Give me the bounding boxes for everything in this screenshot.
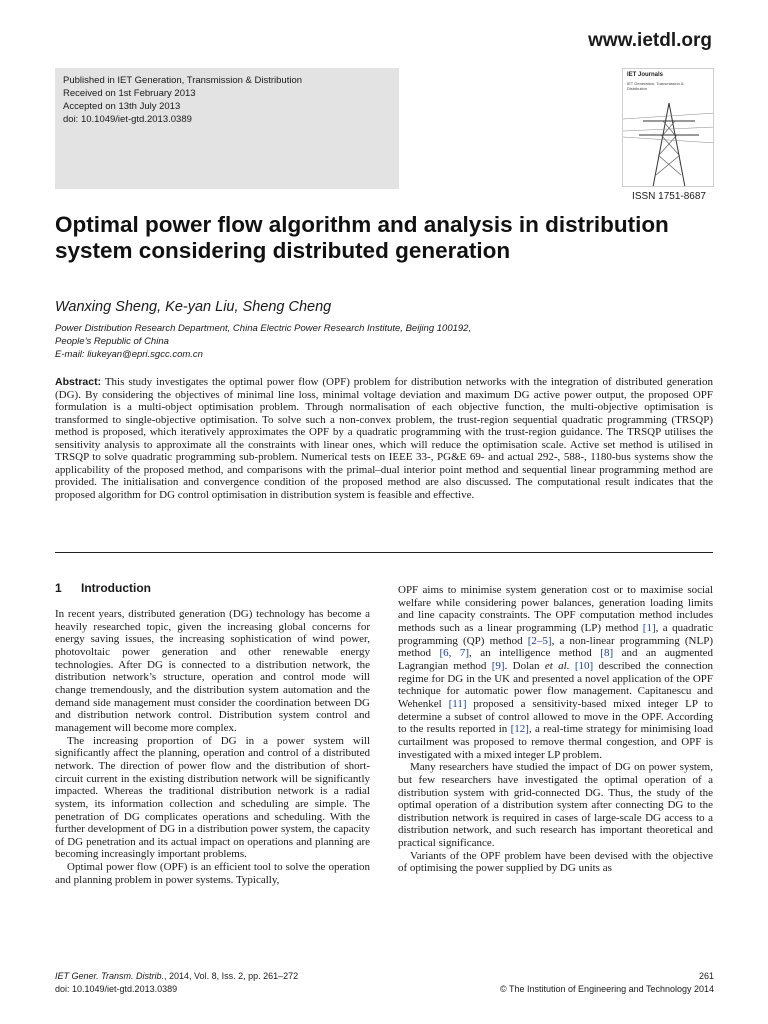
affiliation-line: Power Distribution Research Department, China Electric Power Research Institute, Beijing 100192, [55, 323, 472, 334]
section-heading [55, 580, 370, 596]
volume-info: , 2014, Vol. 8, Iss. 2, pp. 261–272 [164, 971, 299, 981]
doi-text: doi: 10.1049/iet-gtd.2013.0389 [63, 114, 192, 125]
affiliation-block [55, 322, 675, 361]
text-run: , a non-linear programming (NLP) method [398, 634, 713, 660]
copyright-text: © The Institution of Engineering and Technology 2014 [500, 984, 714, 994]
transmission-tower-icon [623, 99, 714, 187]
body-paragraph: Variants of the OPF problem have been devised with the objective of optimising the power supplied by DG units as [398, 849, 713, 875]
journal-cover-image [622, 68, 714, 187]
affiliation-country: People’s Republic of China [55, 336, 169, 347]
text-run: , a real-time strategy for minimising load curtailment was proposed to remove thermal congestion, and OPF is investigated with a mixed integer LP problem. [398, 723, 713, 761]
footer-citation [55, 970, 298, 996]
cover-brand-text: IET Journals [627, 72, 664, 78]
site-url-link[interactable]: www.ietdl.org [588, 30, 712, 51]
body-paragraph: The increasing proportion of DG in a power system will significantly affect the planning, operation and control of a distributed network. The direction of power flow and the distribution of short-circuit current in the existing distribution network will be significantly impacted. Whereas the traditional distribution network is a radial system, its information collection and scheduling are simple. The penetration of DG complicates operations and scheduling. With the further development of DG in a distribution power system, the capacity of DG penetration and its actual impact on operations and planning are becoming increasingly important problems. [55, 734, 370, 861]
left-column [55, 580, 370, 886]
body-paragraph: Many researchers have studied the impact of DG on power system, but few researchers have investigated the optimal operation of a distribution system with grid-connected DG. Thus, the study of the optimal operation of a distribution system after connecting DG to the distribution network is required in cases of large-scale DG access to a distribution network, and such research has important theoretical and practical significance. [398, 761, 713, 850]
accepted-date-text: Accepted on 13th July 2013 [63, 101, 181, 112]
text-run: proposed a sensitivity-based mixed integer LP to determine a subset of control allowed to move in the OPF. According to the results reported in [398, 697, 713, 736]
publication-info-box [55, 68, 399, 189]
text-run: . Dolan [504, 659, 545, 672]
et-al-text: et al. [544, 659, 570, 672]
page-number: 261 [698, 971, 714, 981]
body-paragraph [398, 584, 713, 761]
authors-list: Wanxing Sheng, Ke-yan Liu, Sheng Cheng [55, 299, 332, 315]
text-run: , a quadratic programming (QP) method [398, 621, 713, 647]
abstract-label: Abstract: [55, 376, 102, 388]
footer-page-info [500, 970, 714, 996]
abstract-text: This study investigates the optimal power flow (OPF) problem for distribution networks with the integration of distributed generation (DG). By considering the objectives of minimal line loss, minimal voltage deviation and maximum DG active power output, the proposed OPF formulation is a multi-object optimisation problem. Through normalisation of each objective function, the multi-objective optimisation is transformed to single-objective optimisation. To solve such a non-convex problem, the trust-region sequential quadratic programming (TRSQP) method is proposed, which iteratively approximates the OPF by a quadratic programming with the trust-region guidance. The TRSQP utilises the sensitivity analysis to approximate all the constraints with linear ones, which will reduce the optimisation scale. Active set method is utilised in TRSQP to solve quadratic programming sub-problem. Numerical tests on IEEE 33-, PG&E 69- and actual 292-, 588-, 1180-bus systems show the applicability of the proposed method, and comparisons with the primal–dual interior point method and sequential linear programming method are provided. The initialisation and convergence condition of the proposed method are also discussed. The computational result indicates that the proposed algorithm for DG control optimisation in distribution system is feasible and effective. [55, 376, 713, 501]
citation-link[interactable]: [12] [510, 723, 529, 736]
issn-text: ISSN 1751-8687 [632, 191, 706, 202]
abstract-block [55, 376, 713, 501]
citation-link[interactable]: [6, 7] [439, 647, 469, 660]
citation-link[interactable]: [1] [642, 621, 656, 634]
citation-link[interactable]: [11] [448, 697, 467, 710]
footer-journal-line [55, 970, 298, 983]
citation-link[interactable]: [8] [600, 647, 614, 660]
section-number: 1 [55, 581, 62, 595]
citation-link[interactable]: [9] [491, 659, 505, 672]
text-run: and an augmented Lagrangian method [398, 647, 714, 672]
article-title: Optimal power flow algorithm and analysis in distribution system considering distributed generation [55, 212, 669, 263]
text-run: described the connection regime for DG in the UK and presented a novel application of the OPF technique for automatic power flow management. Capitanescu and Wehenkel [398, 659, 713, 710]
citation-link[interactable]: [10] [574, 659, 594, 672]
received-date-text: Received on 1st February 2013 [63, 88, 196, 99]
email-link[interactable]: E-mail: liukeyan@epri.sgcc.com.cn [55, 349, 203, 360]
citation-link[interactable]: [2–5] [527, 634, 552, 647]
section-divider [55, 552, 713, 553]
body-paragraph: Optimal power flow (OPF) is an efficient tool to solve the operation and planning problem in power systems. Typically, [55, 861, 370, 886]
footer-doi: doi: 10.1049/iet-gtd.2013.0389 [55, 984, 178, 994]
right-column [398, 584, 713, 875]
published-in-text: Published in IET Generation, Transmission & Distribution [63, 75, 303, 86]
cover-subtitle-text: IET Generation, Transmission & Distribution [627, 81, 684, 91]
text-run: , an intelligence method [469, 647, 601, 660]
body-paragraph: In recent years, distributed generation (DG) technology has become a heavily researched topic, given the increasing global concerns for energy saving issues, the increasing sophistication of wind power, photovoltaic power generation and other renewable energy technologies. After DG is connected to a distribution network, the distribution network’s structure, operation and control mode will change tremendously, and the distribution system automation and the demand side management must consider the coordination between DG and distribution network control. Distribution system control and management will become more complex. [55, 608, 370, 734]
section-title: Introduction [81, 581, 151, 595]
journal-abbrev: IET Gener. Transm. Distrib. [55, 971, 165, 981]
text-run: OPF aims to minimise system generation cost or to maximise social welfare while considering power balances, generation loading limits and line capacity constraints. The OPF computation method includes methods such as a linear programming (LP) method [398, 584, 713, 634]
